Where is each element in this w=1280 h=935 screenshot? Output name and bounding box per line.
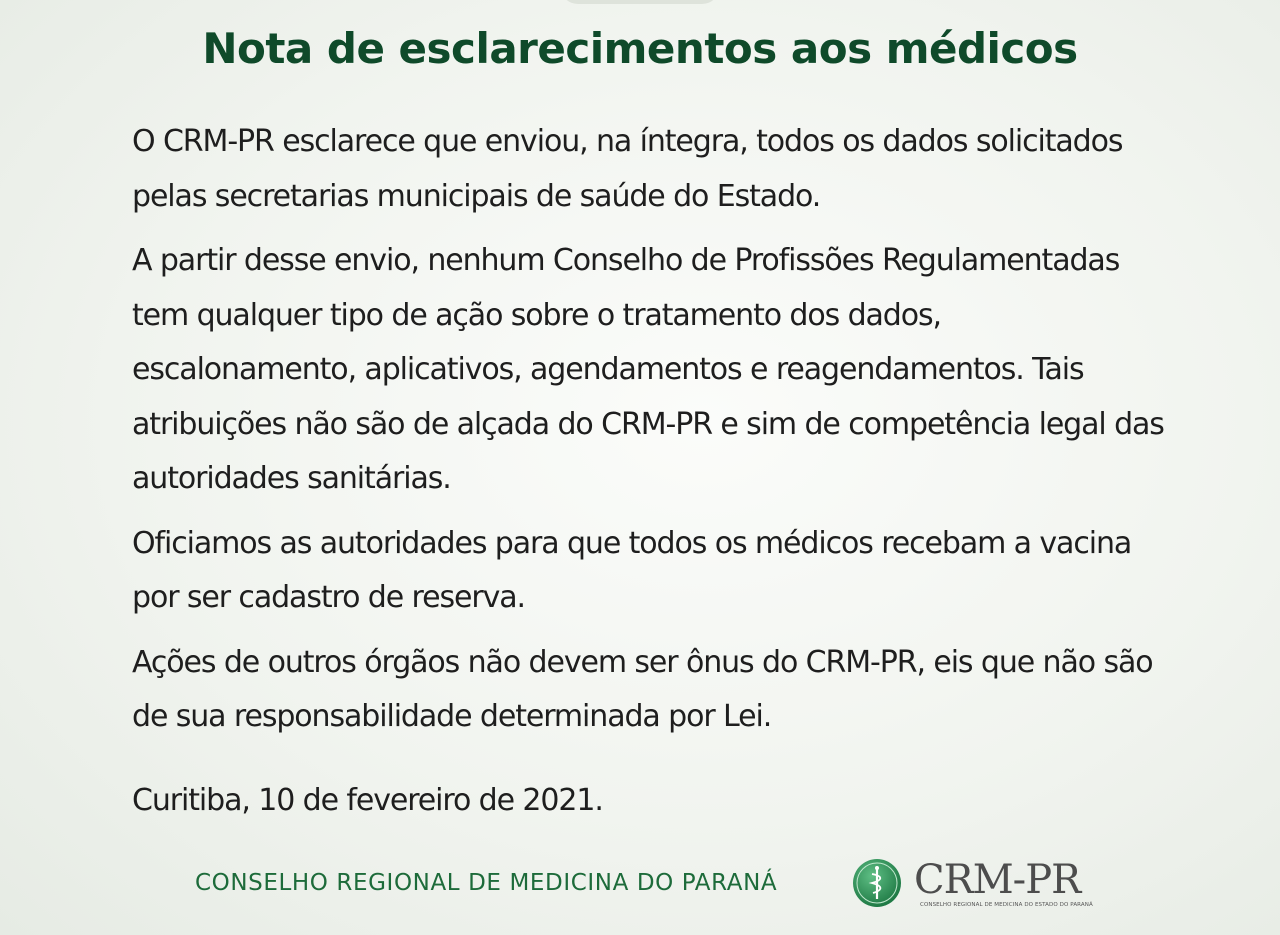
note-body [132,115,1172,755]
top-decoration [560,0,720,4]
page-title: Nota de esclarecimentos aos médicos [202,24,1078,73]
logo-wordmark: CRM-PR [914,857,1081,903]
footer-organization-name: CONSELHO REGIONAL DE MEDICINA DO PARANÁ [195,870,778,896]
paragraph-1: O CRM-PR esclarece que enviou, na íntegra, todos os dados solicitados pelas secretarias municipais de saúde do Estado. [132,124,1123,214]
caduceus-icon [852,858,902,908]
paragraph-3: Oficiamos as autoridades para que todos os médicos recebam a vacina por ser cadastro de reserva. [132,525,1132,615]
paragraph-4: Ações de outros órgãos não devem ser ônus do CRM-PR, eis que não são de sua responsabilidade determinada por Lei. [132,644,1153,734]
paragraph-2: A partir desse envio, nenhum Conselho de Profissões Regulamentadas tem qualquer tipo de ação sobre o tratamento dos dados, escalonamento, aplicativos, agendamentos e reagendamentos. Tais atribuições não são de alçada do CRM-PR e sim de competência legal das autoridades sanitárias. [132,243,1164,496]
logo-subtitle: CONSELHO REGIONAL DE MEDICINA DO ESTADO DO PARANÁ [920,902,1093,908]
date-line: Curitiba, 10 de fevereiro de 2021. [132,783,603,818]
